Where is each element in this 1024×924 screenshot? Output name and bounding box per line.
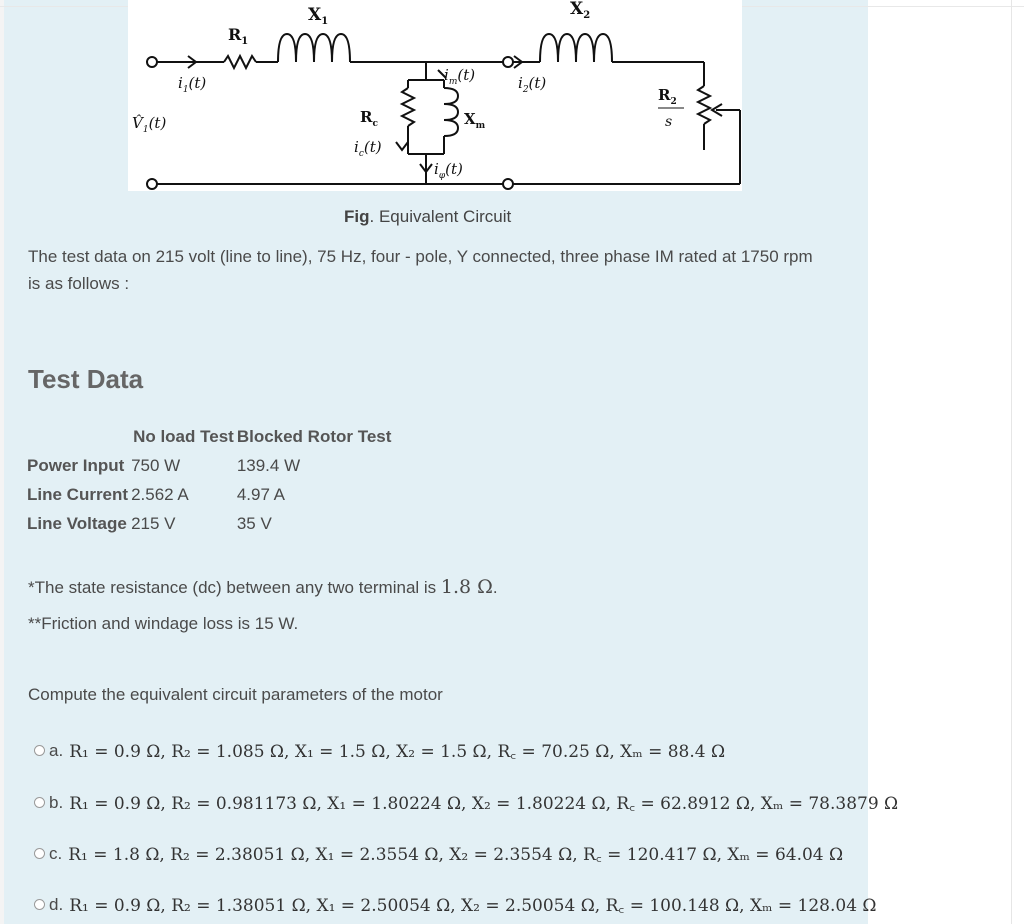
option-letter: a. [49, 740, 64, 760]
label-im: i [444, 66, 449, 84]
svg-text:R1: $R_1$ [228, 25, 249, 47]
label-r2: R [658, 86, 671, 104]
svg-text:i2(t): $i_2(t)$ [518, 74, 547, 95]
label-x1: X [308, 5, 322, 25]
row-label: Power Input [27, 455, 125, 475]
option-letter: d. [49, 894, 64, 914]
radio-button-d[interactable] [34, 899, 45, 910]
row-blocked-value: 139.4 W [236, 455, 301, 475]
note-stator-resistance: *The state resistance (dc) between any two terminal is 1.8 Ω. [28, 576, 498, 598]
svg-text:R2: $R_2$ [658, 86, 677, 107]
radio-button-a[interactable] [34, 745, 45, 756]
label-v1: V̂ [132, 114, 143, 132]
label-x2: X [570, 0, 584, 19]
svg-text:i1(t): $i_1(t)$ [178, 74, 207, 95]
radio-button-b[interactable] [34, 797, 45, 808]
svg-text:iφ(t): $i_\varphi(t)$ [434, 160, 463, 181]
svg-text:ic(t): $i_c(t)$ [354, 138, 382, 159]
answer-option-c[interactable] [34, 842, 843, 865]
answer-option-d[interactable] [34, 893, 877, 916]
row-label: Line Voltage [27, 513, 127, 533]
label-rc: R [360, 108, 373, 126]
svg-text:Xm: $X_m$ [464, 110, 486, 131]
row-no-load-value: 750 W [131, 455, 181, 475]
option-formula: R₁ = 0.9 Ω, R₂ = 0.981173 Ω, X₁ = 1.80224 Ω, X₂ = 1.80224 Ω, R꜀ = 62.8912 Ω, Xₘ = 78.3879 Ω [69, 794, 899, 814]
table-header-blocked: Blocked Rotor Test [236, 426, 392, 446]
problem-description: The test data on 215 volt (line to line), 75 Hz, four - pole, Y connected, three phase IM rated at 1750 rpm is as follows : [28, 247, 813, 293]
row-blocked-value: 35 V [236, 513, 272, 533]
option-letter: c. [49, 843, 63, 863]
label-i2: i [518, 74, 523, 92]
table-header-row [27, 422, 394, 451]
option-formula: R₁ = 0.9 Ω, R₂ = 1.085 Ω, X₁ = 1.5 Ω, X₂ = 1.5 Ω, R꜀ = 70.25 Ω, Xₘ = 88.4 Ω [69, 742, 726, 762]
figure-caption: Fig. Equivalent Circuit [344, 207, 512, 226]
option-formula: R₁ = 0.9 Ω, R₂ = 1.38051 Ω, X₁ = 2.50054 Ω, X₂ = 2.50054 Ω, R꜀ = 100.148 Ω, Xₘ = 128.04 Ω [69, 896, 877, 916]
svg-text:X1: $X_1$ [308, 5, 329, 27]
label-r1: R [228, 25, 242, 44]
label-iphi: i [434, 160, 439, 178]
note-friction-loss: **Friction and windage loss is 15 W. [28, 614, 299, 633]
option-letter: b. [49, 792, 64, 812]
test-data-table [27, 422, 394, 538]
table-header-no-load: No load Test [133, 426, 234, 446]
option-formula: R₁ = 1.8 Ω, R₂ = 2.38051 Ω, X₁ = 2.3554 Ω, X₂ = 2.3554 Ω, R꜀ = 120.417 Ω, Xₘ = 64.04 Ω [68, 845, 844, 865]
right-divider [1011, 0, 1012, 924]
row-label: Line Current [27, 484, 129, 504]
question-prompt: Compute the equivalent circuit parameters of the motor [28, 685, 443, 704]
table-row [27, 509, 394, 538]
svg-text:X2: $X_2$ [570, 0, 591, 21]
test-data-heading: Test Data [28, 364, 144, 394]
answer-option-b[interactable] [34, 791, 898, 814]
label-ic: i [354, 138, 359, 156]
svg-text:Rc: $R_c$ [360, 108, 378, 129]
svg-text:V̂1(t): $V̂_1(t)$ [132, 114, 167, 135]
radio-button-c[interactable] [34, 848, 45, 859]
answer-option-a[interactable] [34, 739, 725, 762]
label-xm: X [464, 110, 476, 128]
row-no-load-value: 215 V [131, 513, 176, 533]
svg-text:im(t): $i_m(t)$ [444, 66, 476, 87]
equivalent-circuit-figure [128, 0, 742, 191]
row-no-load-value: 2.562 A [131, 484, 189, 504]
left-border [0, 0, 4, 924]
table-header-empty [27, 422, 131, 451]
row-blocked-value: 4.97 A [236, 484, 286, 504]
label-i1: i [178, 74, 183, 92]
table-row [27, 480, 394, 509]
label-s: s [665, 114, 673, 130]
table-row [27, 451, 394, 480]
circuit-svg [128, 0, 742, 191]
